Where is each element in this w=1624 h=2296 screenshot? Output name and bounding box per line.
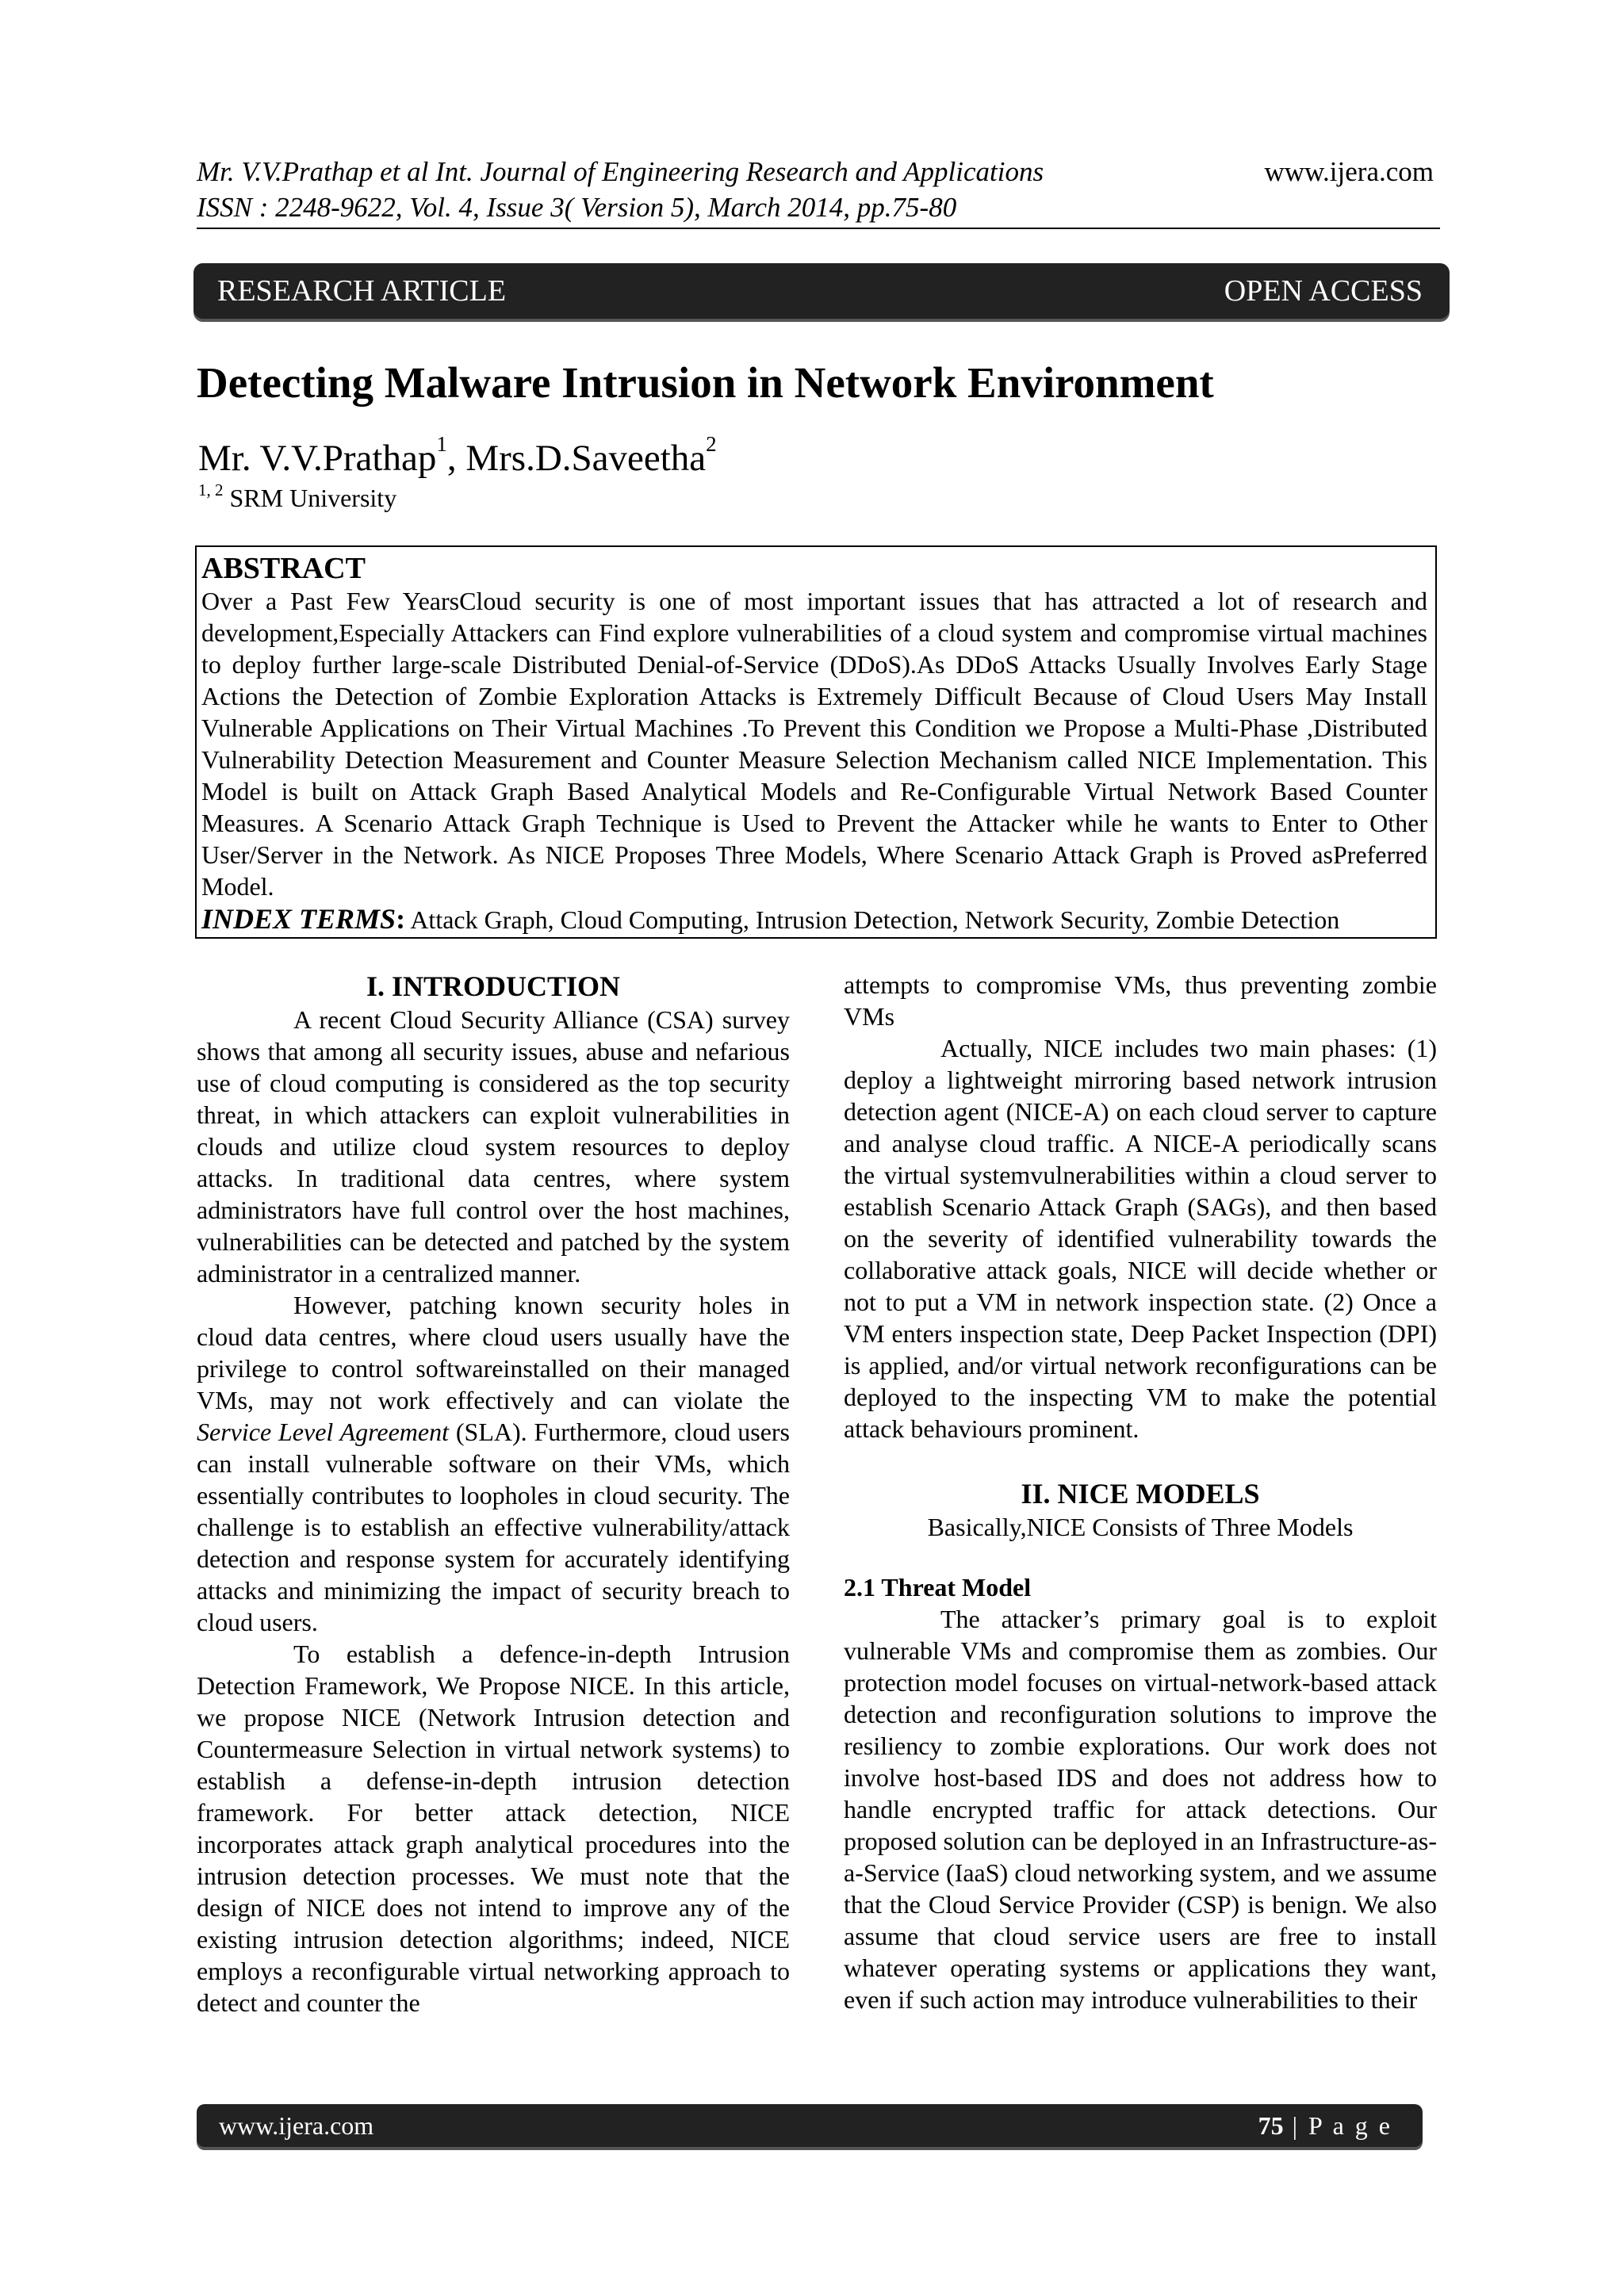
page-label: | P a g e — [1283, 2111, 1392, 2140]
paper-title: Detecting Malware Intrusion in Network Environment — [197, 358, 1214, 407]
author-separator: , — [446, 438, 466, 479]
page-indicator — [1258, 2104, 1392, 2147]
threat-model-heading: 2.1 Threat Model — [844, 1573, 1032, 1601]
nice-models-heading: II. NICE MODELS — [1021, 1478, 1260, 1510]
threat-model-paragraph: The attacker’s primary goal is to exploit vulnerable VMs and compromise them as zombies. Our protection model focuses on virtual-network-based attack detection and reconfiguration solutions to improve the resiliency to zombie explorations. Our work does not involve host-based IDS and does not address how to handle encrypted traffic for attack detections. Our proposed solution can be deployed in an Infrastructure-as-a-Service (IaaS) cloud networking system, and we assume that the Cloud Service Provider (CSP) is benign. We also assume that cloud service users are free to install whatever operating systems or applications they want, even if such action may introduce vulnerabilities to their — [844, 1605, 1437, 2014]
abstract-heading: ABSTRACT — [201, 552, 366, 585]
author-1-name: Mr. V.V.Prathap — [198, 438, 437, 479]
author-1-affiliation-mark: 1 — [436, 432, 447, 456]
abstract-box — [195, 545, 1437, 939]
index-terms-label: INDEX TERMS — [201, 903, 396, 935]
affiliation — [198, 482, 396, 514]
index-terms-colon: : — [396, 903, 406, 935]
intro-paragraph-3-continued: attempts to compromise VMs, thus preventing zombie VMs — [844, 970, 1437, 1031]
journal-citation — [197, 154, 1044, 225]
sla-term: Service Level Agreement — [197, 1418, 450, 1446]
index-terms — [201, 902, 1427, 936]
page-number: 75 — [1258, 2111, 1284, 2140]
introduction-heading: I. INTRODUCTION — [366, 970, 621, 1002]
intro-p2-part-b: (SLA). Furthermore, cloud users can install vulnerable software on their VMs, which essentially contributes to loopholes in cloud security. The challenge is to establish an effective vulnerability/attack detection and response system for accurately identifying attacks and minimizing the impact of security breach to cloud users. — [197, 1418, 791, 1636]
open-access-label: OPEN ACCESS — [1224, 274, 1423, 308]
author-2-name: Mrs.D.Saveetha — [465, 438, 707, 479]
affiliation-marks: 1, 2 — [198, 480, 224, 499]
left-column — [197, 969, 790, 2019]
intro-paragraph-1: A recent Cloud Security Alliance (CSA) survey shows that among all security issues, abuse and nefarious use of cloud computing is considered as the top security threat, in which attackers can exploit vulnerabilities in clouds and utilize cloud system resources to deploy attacks. In traditional data centres, where system administrators have full control over the host machines, vulnerabilities can be detected and patched by the system administrator in a centralized manner. — [197, 1005, 790, 1288]
research-article-label: RESEARCH ARTICLE — [217, 274, 507, 308]
page-footer — [197, 2104, 1423, 2147]
right-column — [844, 969, 1437, 2015]
intro-paragraph-4: Actually, NICE includes two main phases: (1) deploy a lightweight mirroring based network intrusion detection agent (NICE-A) on each cloud server to capture and analyse cloud traffic. A NICE-A periodically scans the virtual systemvulnerabilities within a cloud server to establish Scenario Attack Graph (SAGs), and then based on the severity of identified vulnerability towards the collaborative attack goals, NICE will decide whether or not to put a VM in network inspection state. (2) Once a VM enters inspection state, Deep Packet Inspection (DPI) is applied, and/or virtual network reconfigurations can be deployed to the inspecting VM to make the potential attack behaviours prominent. — [844, 1034, 1437, 1443]
intro-paragraph-2 — [197, 1289, 790, 1638]
citation-line-1: Mr. V.V.Prathap et al Int. Journal of Engineering Research and Applications — [197, 156, 1044, 187]
citation-line-2: ISSN : 2248-9622, Vol. 4, Issue 3( Version 5), March 2014, pp.75-80 — [197, 192, 957, 223]
article-type-banner — [193, 263, 1450, 319]
affiliation-name: SRM University — [223, 484, 397, 512]
author-2-affiliation-mark: 2 — [706, 432, 717, 456]
abstract-text: Over a Past Few YearsCloud security is one of most important issues that has attracted a lot of research and development,Especially Attackers can Find explore vulnerabilities of a cloud system and compromise virtual machines to deploy further large-scale Distributed Denial-of-Service (DDoS).As DDoS Attacks Usually Involves Early Stage Actions the Detection of Zombie Exploration Attacks is Extremely Difficult Because of Cloud Users May Install Vulnerable Applications on Their Virtual Machines .To Prevent this Condition we Propose a Multi-Phase ,Distributed Vulnerability Detection Measurement and Counter Measure Selection Mechanism called NICE Implementation. This Model is built on Attack Graph Based Analytical Models and Re-Configurable Virtual Network Based Counter Measures. A Scenario Attack Graph Technique is Used to Prevent the Attacker while he wants to Enter to Other User/Server in the Network. As NICE Proposes Three Models, Where Scenario Attack Graph is Proved asPreferred Model. — [201, 587, 1427, 901]
intro-paragraph-3: To establish a defence-in-depth Intrusion Detection Framework, We Propose NICE. In this article, we propose NICE (Network Intrusion detection and Countermeasure Selection in virtual network systems) to establish a defense-in-depth intrusion detection framework. For better attack detection, NICE incorporates attack graph analytical procedures into the intrusion detection processes. We must note that the design of NICE does not intend to improve any of the existing intrusion detection algorithms; indeed, NICE employs a reconfigurable virtual networking approach to detect and counter the — [197, 1640, 790, 2017]
subsection-spacer — [844, 1543, 1437, 1571]
section-spacer — [844, 1445, 1437, 1476]
author-list — [198, 434, 717, 482]
index-terms-list: Attack Graph, Cloud Computing, Intrusion Detection, Network Security, Zombie Detection — [405, 905, 1340, 934]
nice-models-subheading: Basically,NICE Consists of Three Models — [927, 1513, 1354, 1541]
intro-p2-part-a: However, patching known security holes in cloud data centres, where cloud users usually have the privilege to control softwareinstalled on their managed VMs, may not work effectively and can violate the — [197, 1291, 790, 1414]
footer-website-link[interactable]: www.ijera.com — [219, 2111, 374, 2140]
header-divider — [197, 228, 1440, 229]
header-website-link[interactable]: www.ijera.com — [1264, 156, 1434, 187]
